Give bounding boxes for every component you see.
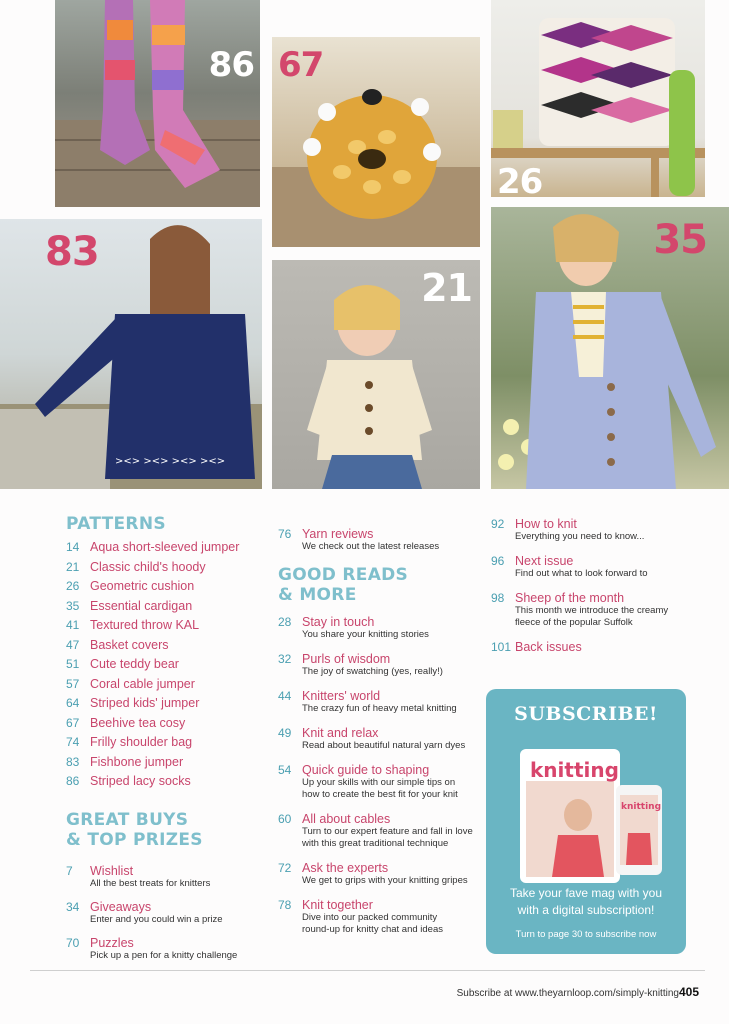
pattern-title: Essential cardigan [90, 598, 193, 613]
right-col-row [491, 517, 706, 531]
right-col-title: How to knit [515, 517, 577, 531]
pattern-title: Striped lacy socks [90, 774, 191, 788]
good-reads-row [278, 861, 483, 875]
right-col-row [491, 554, 706, 568]
pattern-item[interactable] [66, 638, 266, 658]
pattern-title: Textured throw KAL [90, 618, 200, 632]
great-buys-row [66, 864, 266, 878]
right-col-title: Next issue [515, 554, 574, 568]
good-reads-page-num: 32 [278, 652, 292, 666]
page-number-hoody: 21 [421, 266, 472, 310]
right-col-item[interactable] [491, 640, 706, 654]
footer [457, 985, 699, 999]
pattern-page-num: 86 [66, 774, 80, 788]
pattern-item[interactable] [66, 599, 266, 619]
good-reads-title: Ask the experts [302, 861, 389, 875]
phone-mag-name: knitting [621, 802, 662, 812]
subscribe-tagline-line1: Take your fave mag with you [509, 886, 663, 900]
yarn-reviews-title: Yarn reviews [302, 527, 374, 541]
page-number-socks: 86 [208, 45, 254, 85]
good-reads-item[interactable] [278, 812, 483, 850]
pattern-title: Cute teddy bear [90, 657, 179, 671]
right-col-row [491, 591, 706, 605]
patterns-list [66, 540, 266, 794]
patterns-heading: PATTERNS [66, 514, 166, 534]
right-col-desc-line1: This month we introduce the creamy [515, 605, 669, 616]
photo-fishbone-jumper [0, 219, 262, 489]
good-reads-desc-line1: The crazy fun of heavy metal knitting [302, 703, 457, 714]
subscribe-turn-text: Turn to page 30 to subscribe now [515, 929, 657, 940]
tablet-phone-illustration [486, 735, 686, 885]
right-col-title: Sheep of the month [515, 591, 625, 605]
pattern-title: Basket covers [90, 637, 169, 652]
middle-column [278, 527, 483, 947]
great-buys-item[interactable] [66, 936, 266, 962]
good-reads-desc-line1: Up your skills with our simple tips on [302, 777, 456, 788]
jumper-illustration [0, 219, 262, 489]
photo-essential-cardigan [491, 207, 729, 489]
good-reads-desc-line2: how to create the best fit for your knit [302, 789, 458, 800]
great-buys-page-num: 34 [66, 899, 80, 914]
great-buys-heading-line1: GREAT BUYS [66, 809, 189, 830]
good-reads-item[interactable] [278, 689, 483, 715]
good-reads-title: Purls of wisdom [302, 652, 391, 666]
footer-subscribe-link[interactable]: Subscribe at www.theyarnloop.com/simply-knitting [456, 988, 679, 999]
good-reads-page-num: 72 [278, 861, 292, 875]
pattern-item[interactable] [66, 677, 266, 697]
subscribe-tagline [486, 885, 686, 919]
photo-geometric-cushion [491, 0, 705, 197]
good-reads-title: Knitters' world [302, 689, 381, 703]
good-reads-row [278, 898, 483, 912]
pattern-item[interactable] [66, 560, 266, 580]
pattern-page-num: 14 [66, 540, 80, 554]
good-reads-page-num: 60 [278, 812, 292, 826]
good-reads-title: Knit and relax [302, 726, 379, 740]
subscribe-tagline-line2: with a digital subscription! [517, 903, 655, 917]
good-reads-list [278, 615, 483, 936]
good-reads-item[interactable] [278, 615, 483, 641]
good-reads-row [278, 689, 483, 703]
tablet-mag-name: knitting [530, 758, 619, 782]
good-reads-title: Knit together [302, 898, 373, 912]
pattern-page-num: 26 [66, 579, 80, 593]
right-col-desc-line1: Everything you need to know... [515, 531, 645, 542]
yarn-reviews-num: 76 [278, 527, 292, 541]
great-buys-desc: Enter and you could win a prize [90, 913, 223, 925]
right-col-row [491, 640, 706, 654]
pattern-item[interactable] [66, 657, 266, 677]
yarn-reviews-entry[interactable] [278, 527, 483, 553]
right-col-item[interactable] [491, 554, 706, 580]
right-col-page-num: 96 [491, 554, 505, 568]
good-reads-row [278, 763, 483, 777]
footer-divider [30, 970, 705, 971]
good-reads-page-num: 44 [278, 689, 292, 703]
pattern-page-num: 51 [66, 657, 80, 671]
good-reads-desc-line2: round-up for knitty chat and ideas [302, 924, 444, 935]
good-reads-page-num: 78 [278, 898, 292, 912]
right-col-page-num: 101 [491, 640, 512, 654]
page-number: 405 [678, 985, 699, 999]
good-reads-heading-line1: GOOD READS [278, 565, 409, 585]
good-reads-item[interactable] [278, 861, 483, 887]
right-col-desc-line1: Find out what to look forward to [515, 568, 648, 579]
right-col-title: Back issues [515, 640, 582, 654]
pattern-page-num: 67 [66, 715, 80, 730]
right-col-item[interactable] [491, 591, 706, 629]
good-reads-row [278, 615, 483, 629]
pattern-item[interactable] [66, 716, 266, 736]
pattern-page-num: 64 [66, 696, 80, 710]
right-list [491, 517, 706, 654]
right-col-page-num: 92 [491, 517, 505, 531]
good-reads-title: Quick guide to shaping [302, 763, 430, 777]
subscribe-title: SUBSCRIBE! [514, 703, 658, 725]
good-reads-heading [278, 565, 483, 605]
good-reads-title: Stay in touch [302, 615, 375, 629]
pattern-title: Striped kids' jumper [90, 696, 200, 710]
patterns-section [66, 514, 266, 972]
pattern-page-num: 35 [66, 598, 80, 613]
pattern-page-num: 21 [66, 559, 80, 574]
great-buys-heading-line2: & TOP PRIZES [66, 829, 203, 850]
great-buys-desc: All the best treats for knitters [90, 877, 211, 889]
good-reads-title: All about cables [302, 812, 391, 826]
page-number-teapot: 67 [278, 45, 324, 85]
right-col-item[interactable] [491, 517, 706, 543]
svg-text:><> ><> ><> ><>: ><> ><> ><> ><> [115, 456, 226, 467]
right-column [491, 517, 706, 665]
pattern-item[interactable] [66, 735, 266, 755]
great-buys-title: Puzzles [90, 935, 134, 950]
good-reads-desc-line1: Read about beautiful natural yarn dyes [302, 740, 466, 751]
pattern-item[interactable] [66, 774, 266, 794]
good-reads-row [278, 812, 483, 826]
good-reads-desc-line1: We get to grips with your knitting gripes [302, 875, 468, 886]
page-number-jumper: 83 [45, 229, 99, 275]
great-buys-page-num: 7 [66, 863, 73, 878]
photo-striped-lacy-socks [55, 0, 260, 207]
pattern-title: Coral cable jumper [90, 676, 195, 691]
great-buys-desc: Pick up a pen for a knitty challenge [90, 949, 238, 961]
good-reads-item[interactable] [278, 726, 483, 752]
good-reads-desc-line1: The joy of swatching (yes, really!) [302, 666, 443, 677]
pattern-title: Classic child's hoody [90, 559, 206, 574]
pattern-page-num: 41 [66, 618, 80, 632]
great-buys-title: Wishlist [90, 863, 134, 878]
page-number-cushion: 26 [497, 162, 543, 197]
good-reads-page-num: 28 [278, 615, 292, 629]
great-buys-row [66, 936, 266, 950]
pattern-title: Aqua short-sleeved jumper [90, 540, 240, 554]
great-buys-item[interactable] [66, 864, 266, 890]
pattern-title: Geometric cushion [90, 579, 195, 593]
pattern-item[interactable] [66, 579, 266, 599]
page-number-cardigan: 35 [653, 217, 707, 263]
good-reads-item[interactable] [278, 898, 483, 936]
good-reads-desc-line1: Turn to our expert feature and fall in love [302, 826, 473, 837]
good-reads-desc-line1: You share your knitting stories [302, 629, 429, 640]
pattern-item[interactable] [66, 540, 266, 560]
great-buys-item[interactable] [66, 900, 266, 926]
great-buys-title: Giveaways [90, 899, 152, 914]
photo-beehive-tea-cosy [272, 37, 480, 247]
socks-illustration [55, 0, 260, 207]
good-reads-row [278, 726, 483, 740]
pattern-title: Frilly shoulder bag [90, 735, 193, 749]
great-buys-page-num: 70 [66, 935, 80, 950]
pattern-title: Beehive tea cosy [90, 715, 186, 730]
pattern-item[interactable] [66, 696, 266, 716]
good-reads-item[interactable] [278, 652, 483, 678]
great-buys-list [66, 864, 266, 962]
good-reads-desc-line1: Dive into our packed community [302, 912, 438, 923]
good-reads-row [278, 652, 483, 666]
right-col-page-num: 98 [491, 591, 505, 605]
photo-classic-childs-hoody [272, 260, 480, 489]
good-reads-heading-line2: & MORE [278, 585, 357, 605]
good-reads-desc-line2: with this great traditional technique [302, 838, 449, 849]
subscribe-box[interactable] [486, 689, 686, 954]
pattern-page-num: 47 [66, 637, 80, 652]
pattern-page-num: 83 [66, 754, 80, 769]
pattern-item[interactable] [66, 618, 266, 638]
great-buys-row [66, 900, 266, 914]
pattern-page-num: 74 [66, 735, 80, 749]
pattern-title: Fishbone jumper [90, 754, 184, 769]
good-reads-page-num: 54 [278, 763, 292, 777]
right-col-desc-line2: fleece of the popular Suffolk [515, 617, 633, 628]
yarn-reviews-desc: We check out the latest releases [302, 541, 440, 552]
good-reads-page-num: 49 [278, 726, 292, 740]
pattern-page-num: 57 [66, 676, 80, 691]
great-buys-heading [66, 810, 266, 850]
good-reads-item[interactable] [278, 763, 483, 801]
pattern-item[interactable] [66, 755, 266, 775]
